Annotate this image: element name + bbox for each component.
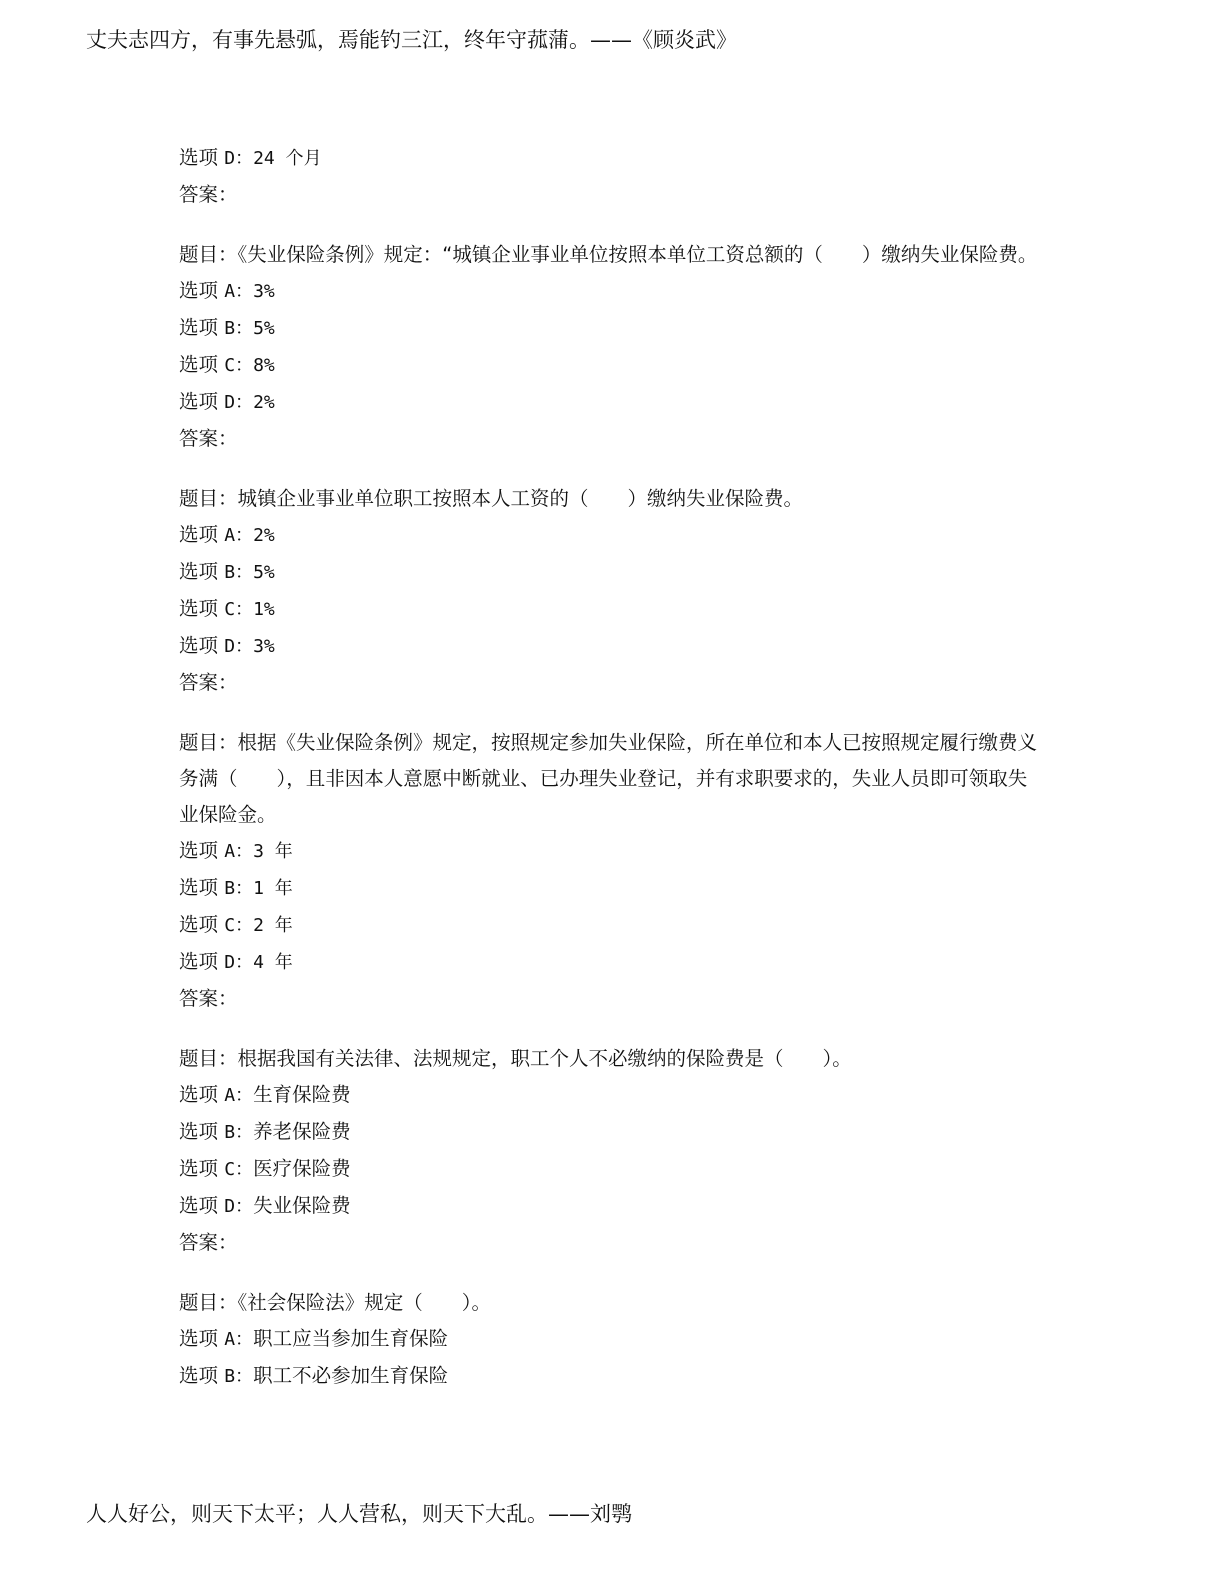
- option-line: [179, 1321, 1039, 1358]
- option-text: 3%: [253, 636, 275, 657]
- option-text: 养老保险费: [253, 1120, 351, 1143]
- option-text: 职工应当参加生育保险: [253, 1327, 449, 1350]
- option-letter: C：: [224, 915, 254, 936]
- option-text: 3 年: [253, 841, 293, 862]
- question-2: [179, 481, 1039, 517]
- option-text: 5%: [253, 562, 275, 583]
- option-line: [179, 273, 1039, 310]
- option-text: 4 年: [253, 952, 293, 973]
- option-letter: A：: [224, 1085, 254, 1106]
- option-prefix: 选项: [179, 1157, 219, 1180]
- option-text: 失业保险费: [253, 1194, 351, 1217]
- option-line: [179, 907, 1039, 944]
- option-line: [179, 628, 1039, 665]
- option-line: [179, 1151, 1039, 1188]
- option-text: 医疗保险费: [253, 1157, 351, 1180]
- option-line: [179, 517, 1039, 554]
- question-text: 城镇企业事业单位职工按照本人工资的（ ）缴纳失业保险费。: [237, 487, 804, 510]
- question-1: [179, 237, 1039, 273]
- option-letter: B：: [224, 562, 254, 583]
- option-text: 5%: [253, 318, 275, 339]
- option-text: 职工不必参加生育保险: [253, 1364, 449, 1387]
- option-text: 24 个月: [253, 148, 322, 169]
- answer-label: 答案：: [179, 1231, 238, 1254]
- option-prefix: 选项: [179, 353, 219, 376]
- option-line: [179, 347, 1039, 384]
- option-text: 2%: [253, 525, 275, 546]
- question-text: 根据我国有关法律、法规规定，职工个人不必缴纳的保险费是（ ）。: [237, 1047, 852, 1070]
- option-line: [179, 310, 1039, 347]
- option-letter: C：: [224, 599, 254, 620]
- option-letter: B：: [224, 1122, 254, 1143]
- option-text: 生育保险费: [253, 1083, 351, 1106]
- option-letter: B：: [224, 878, 254, 899]
- option-letter: A：: [224, 1329, 254, 1350]
- option-letter: A：: [224, 841, 254, 862]
- question-4: [179, 1041, 1039, 1077]
- option-prefix: 选项: [179, 523, 219, 546]
- option-letter: C：: [224, 1159, 254, 1180]
- option-prefix: 选项: [179, 1120, 219, 1143]
- option-prefix: 选项: [179, 560, 219, 583]
- option-line: [179, 1077, 1039, 1114]
- question-prefix: 题目：: [179, 1047, 238, 1070]
- option-prefix: 选项: [179, 1194, 219, 1217]
- option-text: 1%: [253, 599, 275, 620]
- option-line: [179, 1188, 1039, 1225]
- option-prefix: 选项: [179, 950, 219, 973]
- option-letter: A：: [224, 281, 254, 302]
- option-line: [179, 1114, 1039, 1151]
- option-line: [179, 944, 1039, 981]
- answer-label: 答案：: [179, 987, 238, 1010]
- option-prefix: 选项: [179, 1327, 219, 1350]
- question-3: [179, 725, 1039, 833]
- option-prefix: 选项: [179, 597, 219, 620]
- option-text: 2 年: [253, 915, 293, 936]
- question-prefix: 题目：: [179, 487, 238, 510]
- option-letter: B：: [224, 1366, 254, 1387]
- option-letter: D：: [224, 1196, 254, 1217]
- option-letter: D：: [224, 392, 254, 413]
- answer-label: 答案：: [179, 183, 238, 206]
- document-body: [179, 140, 1039, 1395]
- option-prefix: 选项: [179, 1364, 219, 1387]
- answer-label: 答案：: [179, 671, 238, 694]
- option-line: [179, 1358, 1039, 1395]
- option-text: 8%: [253, 355, 275, 376]
- question-prefix: 题目：: [179, 243, 238, 266]
- option-letter: B：: [224, 318, 254, 339]
- option-line: [179, 554, 1039, 591]
- question-prefix: 题目：: [179, 1291, 238, 1314]
- option-line: [179, 833, 1039, 870]
- option-prefix: 选项: [179, 634, 219, 657]
- option-prefix: 选项: [179, 279, 219, 302]
- question-text: 根据《失业保险条例》规定，按照规定参加失业保险，所在单位和本人已按照规定履行缴费义务满（ ），且非因本人意愿中断就业、已办理失业登记，并有求职要求的，失业人员即可领取失业保险金。: [179, 731, 1038, 826]
- option-letter: D：: [224, 148, 254, 169]
- option-text: 3%: [253, 281, 275, 302]
- option-line: [179, 870, 1039, 907]
- question-text: 《社会保险法》规定（ ）。: [237, 1291, 492, 1314]
- question-prefix: 题目：: [179, 731, 238, 754]
- option-prefix: 选项: [179, 390, 219, 413]
- question-5: [179, 1285, 1039, 1321]
- option-prefix: 选项: [179, 1083, 219, 1106]
- option-letter: D：: [224, 636, 254, 657]
- option-letter: D：: [224, 952, 254, 973]
- header-quote: 丈夫志四方，有事先悬弧，焉能钓三江，终年守菰蒲。——《顾炎武》: [86, 28, 737, 52]
- question-text: 《失业保险条例》规定：“城镇企业事业单位按照本单位工资总额的（ ）缴纳失业保险费。: [237, 243, 1038, 266]
- option-line: [179, 591, 1039, 628]
- option-text: 2%: [253, 392, 275, 413]
- option-prefix: 选项: [179, 839, 219, 862]
- option-line: [179, 384, 1039, 421]
- option-prefix: 选项: [179, 913, 219, 936]
- option-prefix: 选项: [179, 146, 219, 169]
- option-letter: C：: [224, 355, 254, 376]
- option-letter: A：: [224, 525, 254, 546]
- option-prefix: 选项: [179, 316, 219, 339]
- option-prefix: 选项: [179, 876, 219, 899]
- option-text: 1 年: [253, 878, 293, 899]
- answer-label: 答案：: [179, 427, 238, 450]
- footer-quote: 人人好公，则天下太平；人人营私，则天下大乱。——刘鹗: [86, 1502, 632, 1526]
- option-line: [179, 140, 1039, 177]
